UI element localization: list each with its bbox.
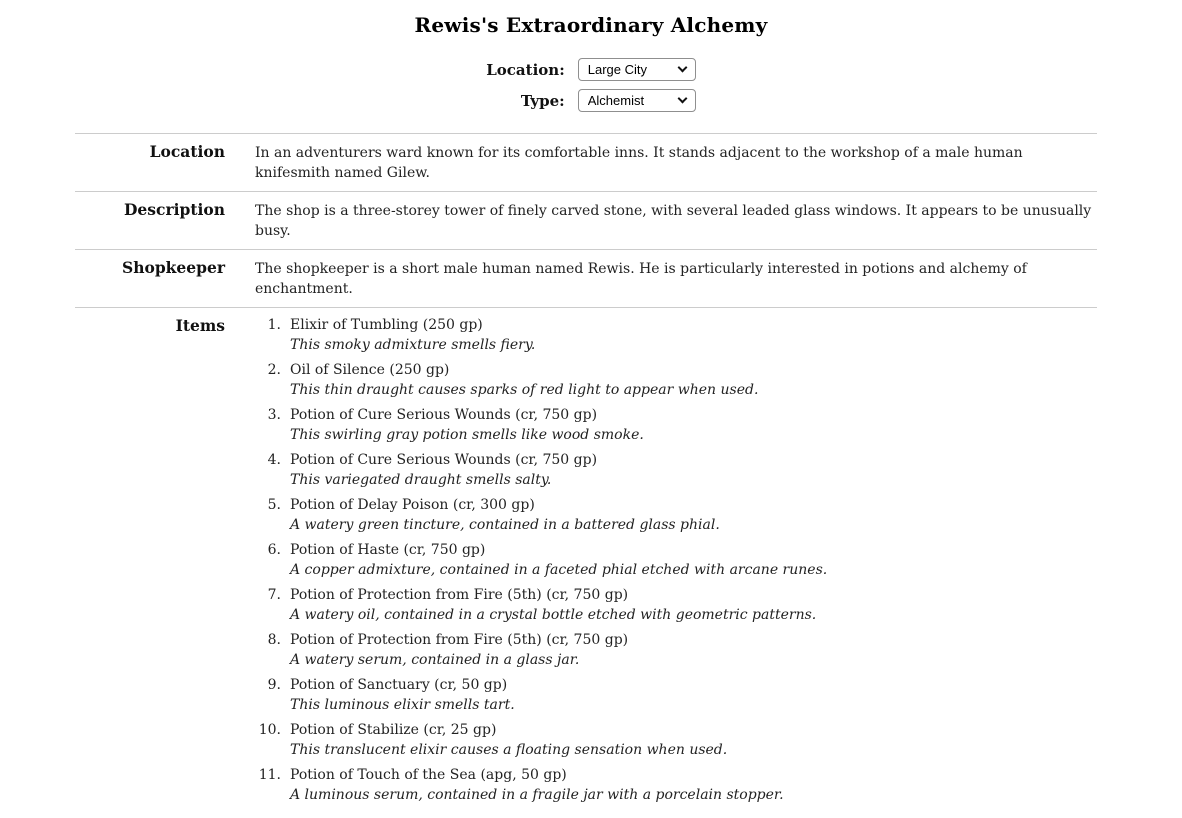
page-title: Rewis's Extraordinary Alchemy: [0, 13, 1182, 37]
details-row-header: Shopkeeper: [75, 250, 235, 308]
details-row: [75, 250, 1097, 308]
details-row: [75, 192, 1097, 250]
item-name: Potion of Cure Serious Wounds (cr, 750 gp): [290, 450, 1097, 470]
item-number: 9.: [255, 675, 281, 715]
item-row: [255, 450, 1097, 490]
details-row-header: Description: [75, 192, 235, 250]
item-name: Potion of Sanctuary (cr, 50 gp): [290, 675, 1097, 695]
item-row: [255, 675, 1097, 715]
item-name: Oil of Silence (250 gp): [290, 360, 1097, 380]
item-number: 6.: [255, 540, 281, 580]
item-row: [255, 405, 1097, 445]
generator-controls: [486, 58, 695, 112]
item-name: Potion of Cure Serious Wounds (cr, 750 gp): [290, 405, 1097, 425]
item-name: Potion of Protection from Fire (5th) (cr, 750 gp): [290, 630, 1097, 650]
item-name: Potion of Touch of the Sea (apg, 50 gp): [290, 765, 1097, 785]
item-number: 2.: [255, 360, 281, 400]
item-description: A luminous serum, contained in a fragile jar with a porcelain stopper.: [290, 785, 1097, 805]
item-description: A watery green tincture, contained in a battered glass phial.: [290, 515, 1097, 535]
type-select-wrap: [578, 89, 696, 112]
item-number: 11.: [255, 765, 281, 805]
details-row-header: Location: [75, 134, 235, 192]
item-number: 7.: [255, 585, 281, 625]
details-rows: [75, 134, 1097, 308]
item-description: This thin draught causes sparks of red light to appear when used.: [290, 380, 1097, 400]
item-row: [255, 540, 1097, 580]
type-select[interactable]: [578, 89, 696, 112]
details-row: [75, 134, 1097, 192]
items-list: [255, 315, 1097, 805]
item-name: Elixir of Tumbling (250 gp): [290, 315, 1097, 335]
location-select[interactable]: [578, 58, 696, 81]
item-row: [255, 315, 1097, 355]
item-description: A copper admixture, contained in a faceted phial etched with arcane runes.: [290, 560, 1097, 580]
item-name: Potion of Protection from Fire (5th) (cr, 750 gp): [290, 585, 1097, 605]
item-description: This variegated draught smells salty.: [290, 470, 1097, 490]
item-description: This translucent elixir causes a floating sensation when used.: [290, 740, 1097, 760]
type-label: Type:: [486, 92, 564, 110]
item-name: Potion of Stabilize (cr, 25 gp): [290, 720, 1097, 740]
item-description: A watery oil, contained in a crystal bottle etched with geometric patterns.: [290, 605, 1097, 625]
item-number: 3.: [255, 405, 281, 445]
item-row: [255, 495, 1097, 535]
item-number: 10.: [255, 720, 281, 760]
item-number: 8.: [255, 630, 281, 670]
item-number: 5.: [255, 495, 281, 535]
details-row-text: In an adventurers ward known for its comfortable inns. It stands adjacent to the workshop of a male human knifesmith named Gilew.: [235, 134, 1097, 192]
item-number: 1.: [255, 315, 281, 355]
location-label: Location:: [486, 61, 564, 79]
location-select-wrap: [578, 58, 696, 81]
shop-details-table: [75, 133, 1097, 818]
details-row-text: The shop is a three-storey tower of finely carved stone, with several leaded glass windows. It appears to be unusually busy.: [235, 192, 1097, 250]
item-description: This swirling gray potion smells like wood smoke.: [290, 425, 1097, 445]
item-row: [255, 585, 1097, 625]
items-row: [75, 308, 1097, 818]
item-name: Potion of Delay Poison (cr, 300 gp): [290, 495, 1097, 515]
item-name: Potion of Haste (cr, 750 gp): [290, 540, 1097, 560]
item-row: [255, 360, 1097, 400]
item-row: [255, 630, 1097, 670]
item-row: [255, 765, 1097, 805]
items-header: Items: [75, 308, 235, 818]
item-number: 4.: [255, 450, 281, 490]
item-description: This luminous elixir smells tart.: [290, 695, 1097, 715]
item-row: [255, 720, 1097, 760]
item-description: This smoky admixture smells fiery.: [290, 335, 1097, 355]
item-description: A watery serum, contained in a glass jar.: [290, 650, 1097, 670]
details-row-text: The shopkeeper is a short male human named Rewis. He is particularly interested in potions and alchemy of enchantment.: [235, 250, 1097, 308]
